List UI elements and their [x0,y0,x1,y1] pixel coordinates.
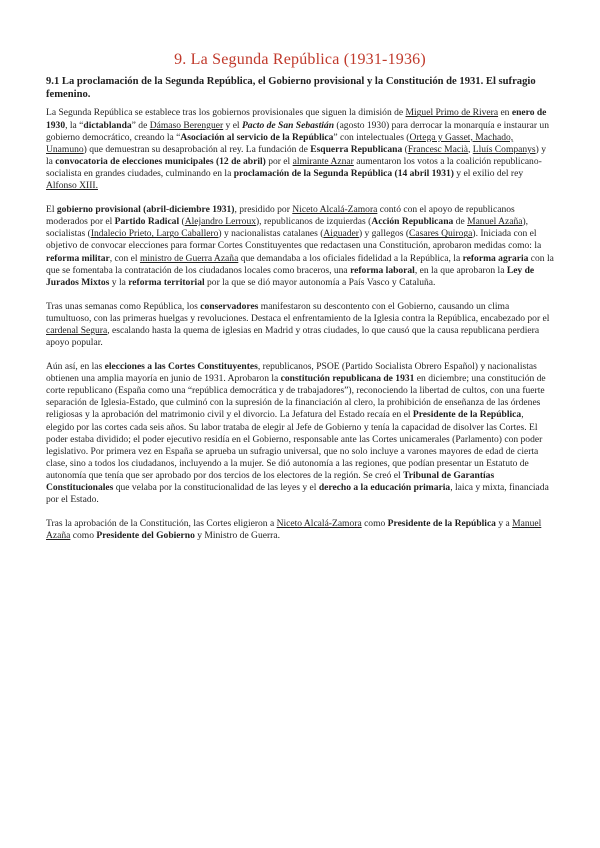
text-run: por el [265,156,293,168]
underlined-name: Alejandro Lerroux [184,216,256,228]
text-run: , la “ [65,119,84,131]
text-run: ). Iniciada con el objetivo de convocar elecciones para formar Cortes Constituyentes que redactasen una Constitución, aprobaron medidas como: la [46,228,542,252]
underlined-name: Francesc Macià [407,143,469,155]
text-run: en [498,107,512,119]
text-run: , con el [109,252,140,264]
text-run: Tras la aprobación de la Constitución, las Cortes eligieron a [46,518,277,530]
section-heading: 9.1 La proclamación de la Segunda República, el Gobierno provisional y la Constitución de 1931. El sufragio femenino. [46,76,536,101]
text-run: aumentaron los votos a la coalición republicano-socialista en grandes ciudades, culminando en la [46,156,542,180]
underlined-name: Ortega y Gasset, Machado, Unamuno [46,131,514,155]
paragraph-5 [46,518,554,542]
bold-term: derecho a la educación primaria [318,482,451,494]
text-run: y el exilio del rey [453,168,524,180]
bold-term: elecciones a las Cortes Constituyentes [104,360,258,372]
bold-term: Presidente de la República [412,409,522,421]
text-run: que velaba por la constitucionalidad de las leyes y el [113,482,319,494]
text-run: ” con intelectuales ( [333,131,410,143]
bold-term: reforma agraria [462,252,529,264]
text-run: que demandaba a los oficiales fidelidad a la República, la [238,252,463,264]
text-run: ” de [131,119,150,131]
text-run: , [468,143,473,155]
text-run: ) que demuestran su desaprobación al rey. La fundación de [83,143,311,155]
text-run: ), socialistas ( [46,216,529,240]
text-run: Aún así, en las [46,360,105,372]
document-body [46,107,554,542]
underlined-name: Casares Quiroga [409,228,473,240]
text-run: manifestaron su descontento con el Gobierno, causando un clima tumultuoso, con las primeras huelgas y revoluciones. Destaca el enfrentamiento de la Iglesia contra la República, encabezado por el [46,300,550,324]
bold-term: reforma territorial [128,276,205,288]
text-run: en diciembre; una constitución de corte republicano (España como una “república democrática y de trabajadores”), reconociendo la libertad de cultos, con una fuerte separación de Iglesia-Estado, que culminó con la supresión de la financiación al clero, la prohibición de enseñanza de las órdenes religiosas y la aprobación del matrimonio civil y el divorcio. La Jefatura del Estado recaía en el [46,372,546,421]
bold-term: Presidente del Gobierno [96,530,195,542]
paragraph-4 [46,361,554,507]
bold-term: dictablanda [83,119,132,131]
text-run: de [453,216,468,228]
underlined-name: Niceto Alcalá-Zamora [276,518,362,530]
paragraph-1 [46,107,554,192]
bold-term: Esquerra Republicana [310,143,403,155]
text-run: ( [179,216,185,228]
paragraph-2 [46,204,554,289]
bold-term: reforma laboral [350,264,415,276]
text-run: El [46,204,57,215]
paragraph-3 [46,301,554,350]
underlined-name: almirante Aznar [292,156,354,168]
text-run: , presidido por [234,204,293,215]
bold-term: reforma militar [46,252,110,264]
bold-term: Ley de Jurados Mixtos [46,264,535,288]
bold-term: constitución republicana de 1931 [280,372,415,384]
text-run: , laica y mixta, financiada por el Estado. [46,482,549,506]
text-run: y Ministro de Guerra. [194,530,280,542]
bold-term: Presidente de la República [387,518,496,530]
underlined-name: Miguel Primo de Rivera [405,107,499,119]
bold-term: enero de 1930 [46,107,547,131]
bold-term: Partido Radical [114,216,180,228]
bold-term: convocatoria de elecciones municipales (12 de abril) [55,156,266,168]
text-run: ), republicanos de izquierdas ( [256,216,372,228]
text-run: ) y la [46,143,546,168]
text-run: con la que se fomentaba la contratación de los ciudadanos locales como braceros, una [46,252,554,276]
text-run: , en la que aprobaron la [414,264,507,276]
bold-term: Tribunal de Garantías Constitucionales [46,470,495,494]
text-run: , escalando hasta la quema de iglesias en Madrid y otras ciudades, lo que causó que la causa republicana perdiera apoyo popular. [46,324,540,349]
underlined-name: Aiguader [323,228,359,240]
bold-term: Acción Republicana [371,216,454,228]
page-title: 9. La Segunda República (1931-1936) [174,51,426,68]
text-run: contó con el apoyo de republicanos moderados por el [46,204,515,228]
text-run: ( [402,143,408,155]
text-run: , republicanos, PSOE (Partido Socialista Obrero Español) y nacionalistas obtienen una amplia mayoría en junio de 1931. Aprobaron la [46,360,537,384]
underlined-name: Dámaso Berenguer [149,119,224,131]
text-run: como [70,530,97,542]
underlined-name: Manuel Azaña [46,518,542,542]
text-run: La Segunda República se establece tras los gobiernos provisionales que siguen la dimisión de [46,107,406,119]
text-run: y a [495,518,513,530]
bold-term: gobierno provisional (abril-diciembre 1931) [56,204,235,215]
bold-term: Asociación al servicio de la República [180,131,334,143]
text-run: (agosto 1930) para derrocar la monarquía e instaurar un gobierno democrático, creando la “ [46,119,549,143]
text-run: ) y nacionalistas catalanes ( [218,228,324,240]
underlined-name: Indalecio Prieto, Largo Caballero [90,228,219,240]
bold-term: conservadores [200,300,259,312]
underlined-name: Alfonso XIII. [46,180,98,192]
text-run: por la que se dió mayor autonomía a País Vasco y Cataluña. [204,276,436,288]
bold-italic-term: Pacto de San Sebastián [241,119,334,131]
underlined-name: cardenal Segura [46,324,108,336]
text-run: Tras unas semanas como República, los [46,300,201,312]
bold-term: proclamación de la Segunda República (14 abril 1931) [233,168,454,180]
text-run: y el [223,119,242,131]
text-run: , elegido por las cortes cada seis años. Su labor trataba de elegir al Jefe de Gobierno y tenía la capacidad de disolver las Cortes. El poder estaba dividido; el poder ejecutivo residía en el Gobierno, responsable ante las Cortes unicamerales (Parlamento) con poder legislativo. Por primera vez en España se aprueba un sufragio universal, que no solo incluye a varones mayores de edad de cierta clase, sino a todos los ciudadanos, incluyendo a la mujer. Se dió autonomía a las regiones, que podían presentar un Estatuto de autonomía que tenía que ser aprobado por dos tercios de los electores de la región. Se creó el [46,409,543,482]
text-run: y la [109,276,129,288]
underlined-name: Manuel Azaña [467,216,523,228]
underlined-name: Niceto Alcalá-Zamora [292,204,378,215]
underlined-name: ministro de Guerra Azaña [139,252,239,264]
text-run: ) y gallegos ( [358,228,410,240]
text-run: como [361,518,388,530]
underlined-name: Lluís Companys [472,143,536,155]
